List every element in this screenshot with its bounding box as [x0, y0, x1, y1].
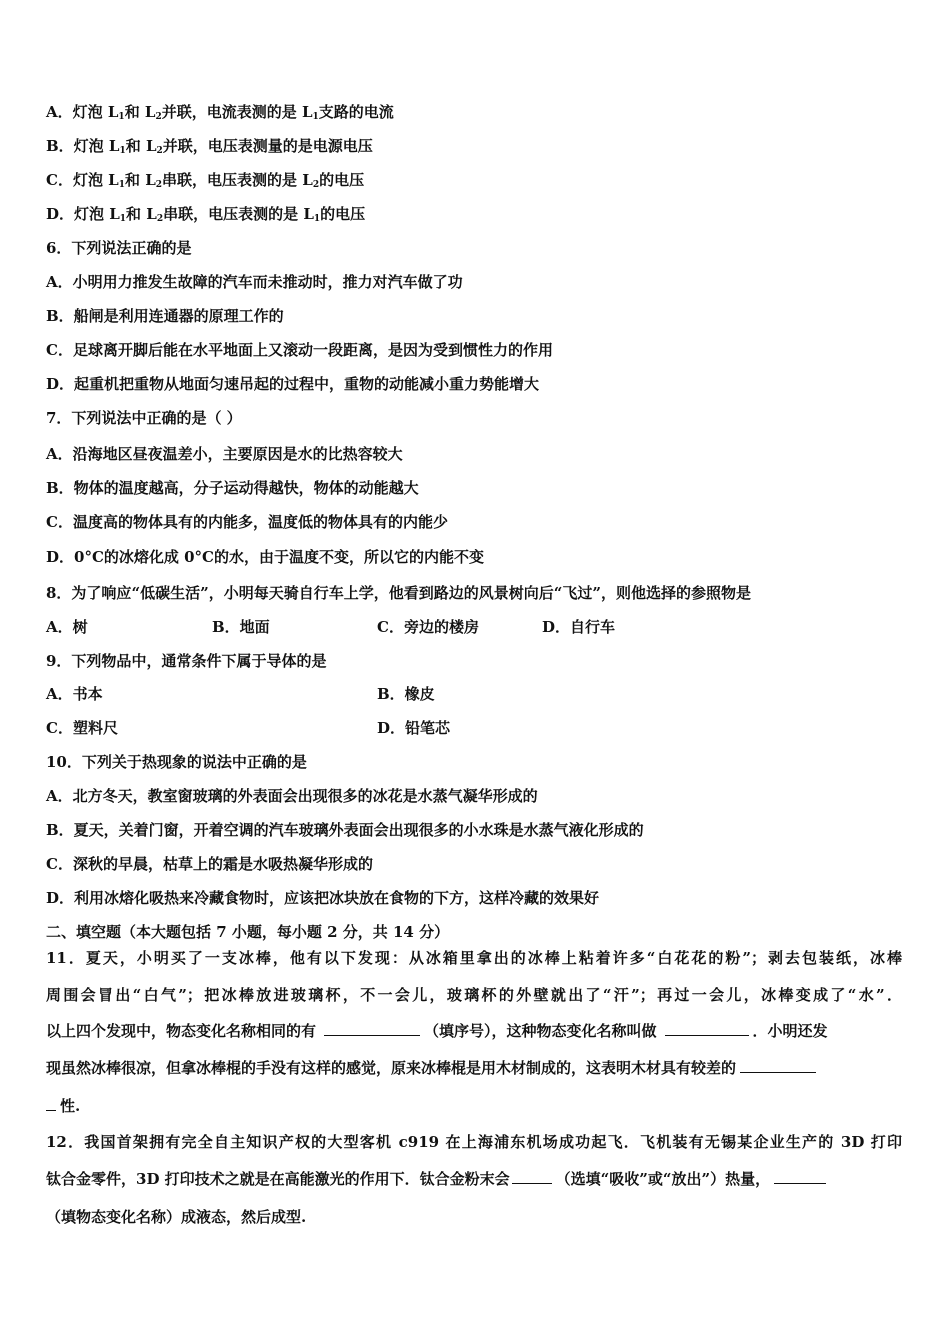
q9-option-c: C．塑料尺 — [46, 719, 118, 737]
q11-blank-2[interactable] — [665, 1021, 749, 1036]
section-heading-fill-in: 二、填空题（本大题包括 7 小题，每小题 2 分，共 14 分） — [46, 923, 450, 941]
q5-a-text: 支路的电流 — [318, 103, 394, 121]
q11-blank-1[interactable] — [324, 1021, 420, 1036]
q9-option-a: A．书本 — [46, 685, 103, 703]
q6-option-a: A．小明用力推发生故障的汽车而未推动时，推力对汽车做了功 — [46, 273, 463, 291]
q12-blank-2[interactable] — [774, 1169, 826, 1184]
q12-text: （选填“吸收”或“放出”）热量， — [555, 1170, 771, 1188]
subscript: 1 — [119, 146, 126, 156]
q11-blank-3[interactable] — [740, 1058, 816, 1073]
q6-option-c: C．足球离开脚后能在水平地面上又滚动一段距离，是因为受到惯性力的作用 — [46, 341, 553, 359]
q6-option-b: B．船闸是利用连通器的原理工作的 — [46, 307, 284, 325]
subscript: 1 — [312, 112, 319, 122]
q7-option-b: B．物体的温度越高，分子运动得越快，物体的动能越大 — [46, 479, 419, 497]
q5-c-text: C．灯泡 L — [46, 171, 119, 189]
q9-option-d: D．铅笔芯 — [377, 719, 451, 737]
q5-c-text: 和 L — [124, 171, 156, 189]
q11-line-2: 周围会冒出“白气”；把冰棒放进玻璃杯，不一会儿，玻璃杯的外壁就出了“汗”；再过一会儿，冰棒变成了“水”． — [46, 986, 902, 1004]
q11-line-4 — [46, 1058, 816, 1078]
q12-line-2 — [46, 1169, 826, 1189]
q7-option-d: D．0°C的冰熔化成 0°C的水，由于温度不变，所以它的内能不变 — [46, 548, 484, 566]
q5-b-text: 并联，电压表测量的是电源电压 — [162, 137, 373, 155]
q8-option-a: A．树 — [46, 618, 88, 636]
q5-b-text: B．灯泡 L — [46, 137, 120, 155]
subscript: 2 — [155, 112, 162, 122]
q7-option-c: C．温度高的物体具有的内能多，温度低的物体具有的内能少 — [46, 513, 448, 531]
q5-d-text: 串联，电压表测的是 L — [163, 205, 314, 223]
q11-text: 以上四个发现中，物态变化名称相同的有 — [46, 1022, 317, 1040]
q5-d-text: D．灯泡 L — [46, 205, 120, 223]
q8-option-b: B．地面 — [212, 618, 270, 636]
q10-option-c: C．深秋的早晨，枯草上的霜是水吸热凝华形成的 — [46, 855, 373, 873]
q10-option-d: D．利用冰熔化吸热来冷藏食物时，应该把冰块放在食物的下方，这样冷藏的效果好 — [46, 889, 600, 907]
q7-option-a: A．沿海地区昼夜温差小，主要原因是水的比热容较大 — [46, 445, 403, 463]
subscript: 2 — [312, 180, 320, 190]
q8-option-c: C．旁边的楼房 — [377, 618, 479, 636]
q7-stem: 7．下列说法中正确的是（ ） — [46, 409, 242, 427]
q11-text: 性. — [60, 1097, 81, 1115]
q12-line-1: 12．我国首架拥有完全自主知识产权的大型客机 c919 在上海浦东机场成功起飞．飞机装有无锡某企业生产的 3D 打印 — [46, 1133, 902, 1151]
q5-a-text: A．灯泡 L — [46, 103, 119, 121]
q5-d-text: 和 L — [126, 205, 157, 223]
q11-blank-3-continued[interactable] — [46, 1096, 56, 1111]
subscript: 2 — [156, 146, 163, 156]
q10-option-b: B．夏天，关着门窗，开着空调的汽车玻璃外表面会出现很多的小水珠是水蒸气液化形成的 — [46, 821, 644, 839]
q5-option-c — [46, 170, 364, 190]
q5-option-a — [46, 102, 394, 122]
q10-option-a: A．北方冬天，教室窗玻璃的外表面会出现很多的冰花是水蒸气凝华形成的 — [46, 787, 538, 805]
subscript: 1 — [118, 112, 125, 122]
subscript: 2 — [156, 214, 164, 224]
q5-c-text: 串联，电压表测的是 L — [162, 171, 313, 189]
q5-option-b — [46, 136, 373, 156]
q9-option-b: B．橡皮 — [377, 685, 435, 703]
q5-a-text: 并联，电流表测的是 L — [161, 103, 313, 121]
subscript: 1 — [313, 214, 321, 224]
q5-a-text: 和 L — [124, 103, 156, 121]
q5-c-text: 的电压 — [319, 171, 365, 189]
q5-option-d — [46, 204, 365, 224]
q11-line-1: 11．夏天，小明买了一支冰棒，他有以下发现：从冰箱里拿出的冰棒上粘着许多“白花花的粉”；剥去包装纸，冰棒 — [46, 949, 902, 967]
q5-b-text: 和 L — [125, 137, 157, 155]
q5-d-text: 的电压 — [320, 205, 366, 223]
q11-line-5 — [46, 1096, 80, 1116]
q9-stem: 9．下列物品中，通常条件下属于导体的是 — [46, 652, 327, 670]
q10-stem: 10．下列关于热现象的说法中正确的是 — [46, 753, 307, 771]
q8-stem: 8．为了响应“低碳生活”，小明每天骑自行车上学，他看到路边的风景树向后“飞过”，则他选择的参照物是 — [46, 584, 751, 602]
subscript: 2 — [155, 180, 163, 190]
q6-option-d: D．起重机把重物从地面匀速吊起的过程中，重物的动能减小重力势能增大 — [46, 375, 540, 393]
q12-line-3: （填物态变化名称）成液态，然后成型. — [46, 1208, 307, 1226]
q6-stem: 6．下列说法正确的是 — [46, 239, 192, 257]
q11-text: （填序号），这种物态变化名称叫做 — [424, 1022, 657, 1040]
q12-blank-1[interactable] — [512, 1169, 552, 1184]
q11-text: ．小明还发 — [752, 1022, 828, 1040]
subscript: 1 — [118, 180, 125, 190]
q12-text: 钛合金零件，3D 打印技术之就是在高能激光的作用下．钛合金粉末会 — [46, 1170, 510, 1188]
q11-text: 现虽然冰棒很凉，但拿冰棒棍的手没有这样的感觉，原来冰棒棍是用木材制成的，这表明木材具有较差的 — [46, 1059, 737, 1077]
q11-line-3 — [46, 1021, 828, 1041]
subscript: 1 — [119, 214, 127, 224]
q8-option-d: D．自行车 — [542, 618, 616, 636]
